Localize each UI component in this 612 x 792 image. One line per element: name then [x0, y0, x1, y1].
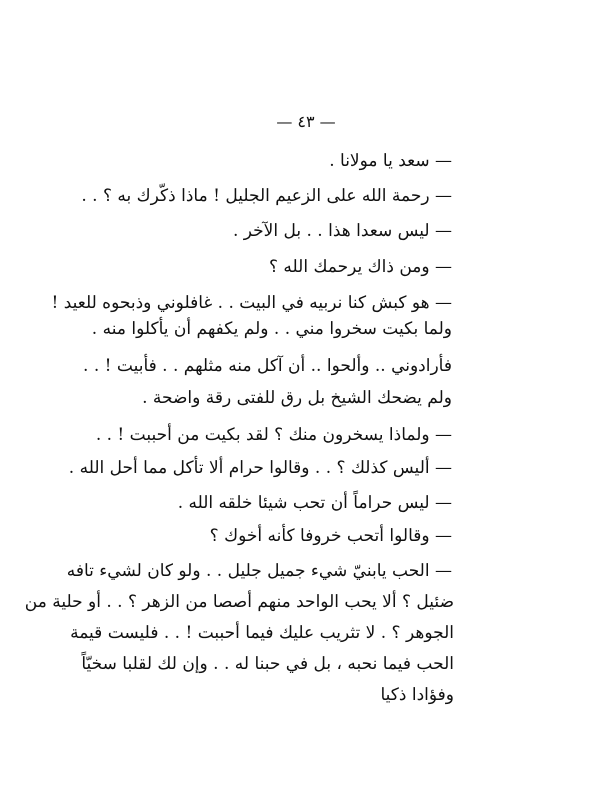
text-line-11: — ليس حراماً أن تحب شيئا خلقه الله . [177, 493, 452, 513]
text-line-16: الحب فيما نحبه ، بل في حبنا له . . وإن لك لقلبا سخيّاً [81, 654, 454, 674]
text-line-3: — ليس سعدا هذا . . بل الآخر . [232, 221, 452, 241]
text-line-15: الجوهر ؟ . لا تثريب عليك فيما أحببت ! . . فليست قيمة [70, 623, 454, 643]
text-line-10: — أليس كذلك ؟ . . وقالوا حرام ألا تأكل مما أحل الله . [68, 458, 452, 478]
text-line-13: — الحب يابنيّ شيء جميل جليل . . ولو كان لشيء تافه [66, 561, 452, 581]
text-line-2: — رحمة الله على الزعيم الجليل ! ماذا ذكّرك به ؟ . . [81, 186, 452, 206]
text-line-12: — وقالوا أتحب خروفا كأنه أخوك ؟ [209, 526, 452, 546]
text-line-1: — سعد يا مولانا . [329, 151, 452, 171]
text-line-8: ولم يضحك الشيخ بل رق للفتى رقة واضحة . [142, 388, 452, 408]
text-line-5: — هو كبش كنا نربيه في البيت . . غافلوني وذبحوه للعيد ! [51, 293, 452, 313]
text-line-17: وفؤادا ذكيا [380, 685, 454, 705]
text-line-6: ولما بكيت سخروا مني . . ولم يكفهم أن يأكلوا منه . [91, 319, 452, 339]
text-line-7: فأرادوني .. وألحوا .. أن آكل منه مثلهم . . فأبيت ! . . [83, 356, 452, 376]
text-line-4: — ومن ذاك يرحمك الله ؟ [268, 257, 452, 277]
text-line-9: — ولماذا يسخرون منك ؟ لقد بكيت من أحببت ! . . [95, 425, 452, 445]
text-line-14: ضئيل ؟ ألا يحب الواحد منهم أصصا من الزهر ؟ . . أو حلية من [24, 592, 454, 612]
page-number: — ٤٣ — [276, 112, 336, 131]
